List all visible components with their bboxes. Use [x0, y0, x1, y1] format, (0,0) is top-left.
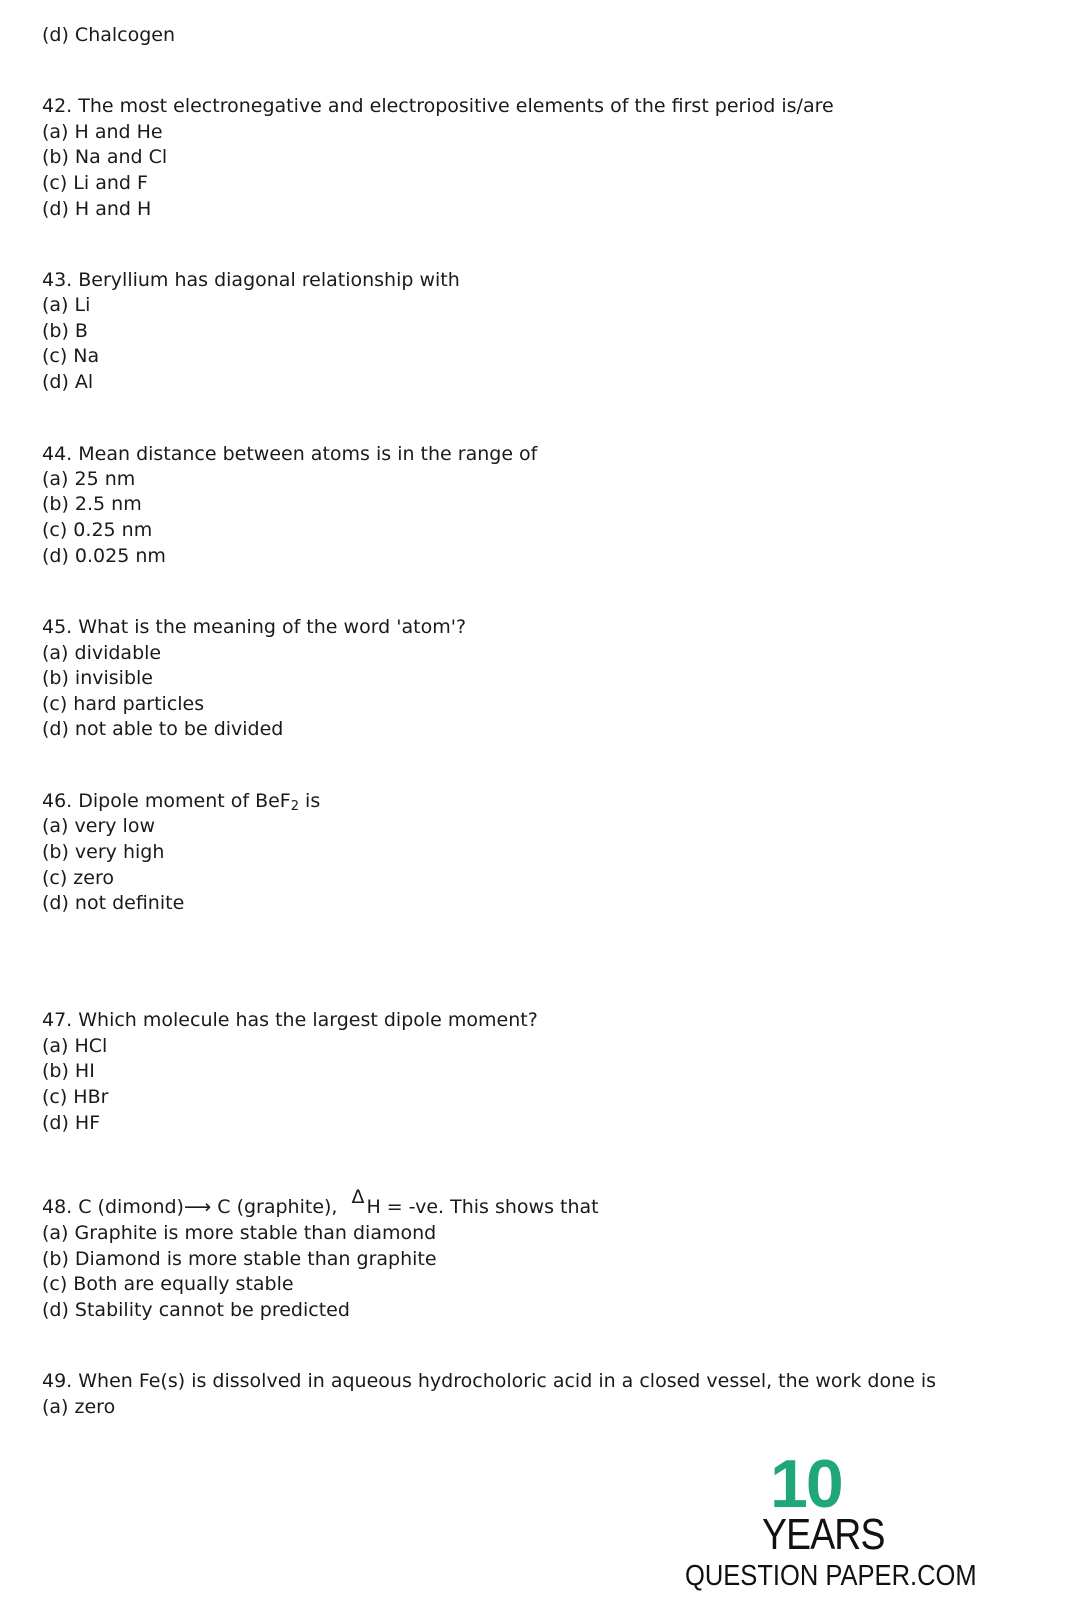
option-a: (a) 25 nm [42, 468, 136, 490]
option-a: (a) very low [42, 815, 155, 837]
option-d: (d) not able to be divided [42, 718, 284, 740]
option-b: (b) B [42, 320, 88, 342]
question-text: 49. When Fe(s) is dissolved in aqueous hydrocholoric acid in a closed vessel, the work done is [42, 1370, 937, 1392]
subscript: 2 [290, 799, 300, 814]
option-d: (d) 0.025 nm [42, 545, 166, 567]
option-d: (d) Stability cannot be predicted [42, 1299, 350, 1321]
logo-number: 10 [770, 1446, 842, 1522]
question-text: 44. Mean distance between atoms is in the range of [42, 443, 538, 465]
question-text: 47. Which molecule has the largest dipole moment? [42, 1009, 538, 1031]
question-text: 46. Dipole moment of BeF$_2$ is [42, 790, 321, 814]
option-b: (b) 2.5 nm [42, 493, 142, 515]
option-b: (b) HI [42, 1060, 95, 1082]
option-b: (b) Diamond is more stable than graphite [42, 1248, 437, 1270]
question-text: 48. C (dimond)⟶ C (graphite), Δ H = -ve. This shows that [42, 1186, 599, 1218]
option-d: (d) HF [42, 1112, 101, 1134]
option-a: (a) dividable [42, 642, 162, 664]
option-c: (c) 0.25 nm [42, 519, 153, 541]
option-a: (a) zero [42, 1396, 116, 1418]
question-text: 43. Beryllium has diagonal relationship with [42, 269, 460, 291]
question-text: 42. The most electronegative and electropositive elements of the first period is/are [42, 95, 834, 117]
option-c: (c) zero [42, 867, 114, 889]
arrow-icon: ⟶ [183, 1196, 212, 1218]
option-c: (c) Both are equally stable [42, 1273, 294, 1295]
logo-site-name: QUESTION PAPER.COM [685, 1560, 977, 1592]
option-c: (c) HBr [42, 1086, 109, 1108]
option-c: (c) hard particles [42, 693, 205, 715]
delta-symbol: Δ [351, 1186, 365, 1208]
option-a: (a) Graphite is more stable than diamond [42, 1222, 437, 1244]
option-c: (c) Li and F [42, 172, 148, 194]
option-b: (b) invisible [42, 667, 153, 689]
option-a: (a) H and He [42, 121, 163, 143]
site-logo[interactable] [680, 1446, 1000, 1600]
option-a: (a) Li [42, 294, 91, 316]
option-d: (d) Al [42, 371, 94, 393]
option-a: (a) HCl [42, 1035, 108, 1057]
prev-option: (d) Chalcogen [42, 24, 176, 46]
option-b: (b) very high [42, 841, 165, 863]
option-d: (d) not definite [42, 892, 185, 914]
logo-years: YEARS [762, 1510, 885, 1559]
question-text: 45. What is the meaning of the word 'atom'? [42, 616, 467, 638]
option-c: (c) Na [42, 345, 100, 367]
option-d: (d) H and H [42, 198, 152, 220]
option-b: (b) Na and Cl [42, 146, 168, 168]
